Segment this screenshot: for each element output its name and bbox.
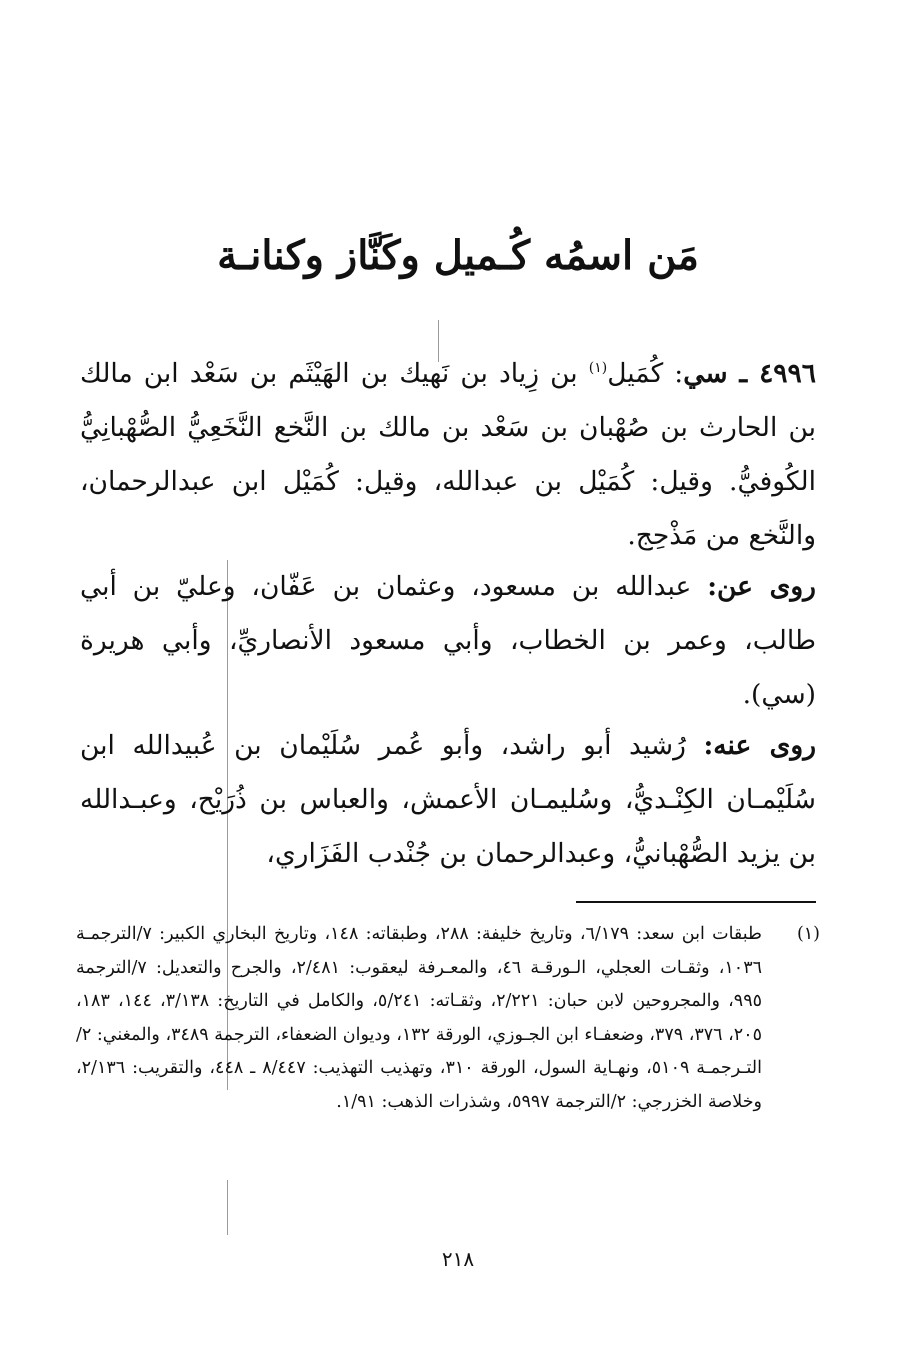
narrated-by-label: روى عنه: — [703, 730, 816, 761]
biography-entry — [80, 347, 816, 563]
footnote-number: (١) — [796, 924, 820, 944]
entry-number: ٤٩٩٦ ـ سي — [683, 358, 816, 389]
narrated-by-text: رُشيد أبو راشد، وأبو عُمر سُلَيْمان بن عُبيدالله ابن سُلَيْمـان الكِنْـديُّ، وسُليمـان الأعمش، والعباس بن ذُرَيْح، وعبـدالله بن يزيد الصُّهْبانيُّ، وعبدالرحمان بن جُنْدب الفَزَاري، — [80, 730, 816, 869]
entry-name: كُمَيل — [607, 358, 664, 389]
page-number: ٢١٨ — [441, 1247, 475, 1271]
narrated-from-paragraph — [80, 560, 816, 722]
footnote-marker: (١) — [588, 360, 608, 377]
narrated-from-label: روى عن: — [707, 571, 816, 602]
entry-colon: : — [663, 358, 684, 389]
entry-text: بن زِياد بن نَهيك بن الهَيْثَم بن سَعْد ابن مالك بن الحارث بن صُهْبان بن سَعْد بن مالك بن النَّخع النَّخَعِيُّ الصُّهْبانِيُّ الكُوفيُّ. وقيل: كُمَيْل بن عبدالله، وقيل: كُمَيْل ابن عبدالرحمان، والنَّخع من مَذْحِج. — [80, 358, 816, 551]
footnote — [76, 918, 820, 1119]
footnote-text: طبقات ابن سعد: ٦/١٧٩، وتاريخ خليفة: ٢٨٨، وطبقاته: ١٤٨، وتاريخ البخاري الكبير: ٧/الترجمـة ١٠٣٦، وثقـات العجلي، الـورقـة ٤٦، والمعـرفة ليعقوب: ٢/٤٨١، والجرح والتعديل: ٧/الترجمة ٩٩٥، والمجروحين لابن حبان: ٢/٢٢١، وثقـاته: ٥/٢٤١، والكامل في التاريخ: ٣/١٣٨، ١٤٤، ١٨٣، ٢٠٥، ٣٧٦، ٣٧٩، وضعفـاء ابن الجـوزي، الورقة ١٣٢، وديوان الضعفاء، الترجمة ٣٤٨٩، والمغني: ٢/التـرجمـة ٥١٠٩، ونهـاية السول، الورقة ٣١٠، وتهذيب التهذيب: ٨/٤٤٧ ـ ٤٤٨، والتقريب: ٢/١٣٦، وخلاصة الخزرجي: ٢/الترجمة ٥٩٩٧، وشذرات الذهب: ١/٩١. — [76, 924, 763, 1112]
section-heading: مَن اسمُه كُـميل وكَنَّاز وكنانـة — [217, 232, 699, 279]
narrated-by-paragraph — [80, 719, 816, 881]
footnote-divider — [576, 901, 816, 903]
scan-artifact-line — [227, 1180, 228, 1235]
narrated-from-text: عبدالله بن مسعود، وعثمان بن عَفّان، وعليّ بن أبي طالب، وعمر بن الخطاب، وأبي مسعود الأنصاريِّ، وأبي هريرة (سي). — [80, 571, 816, 710]
